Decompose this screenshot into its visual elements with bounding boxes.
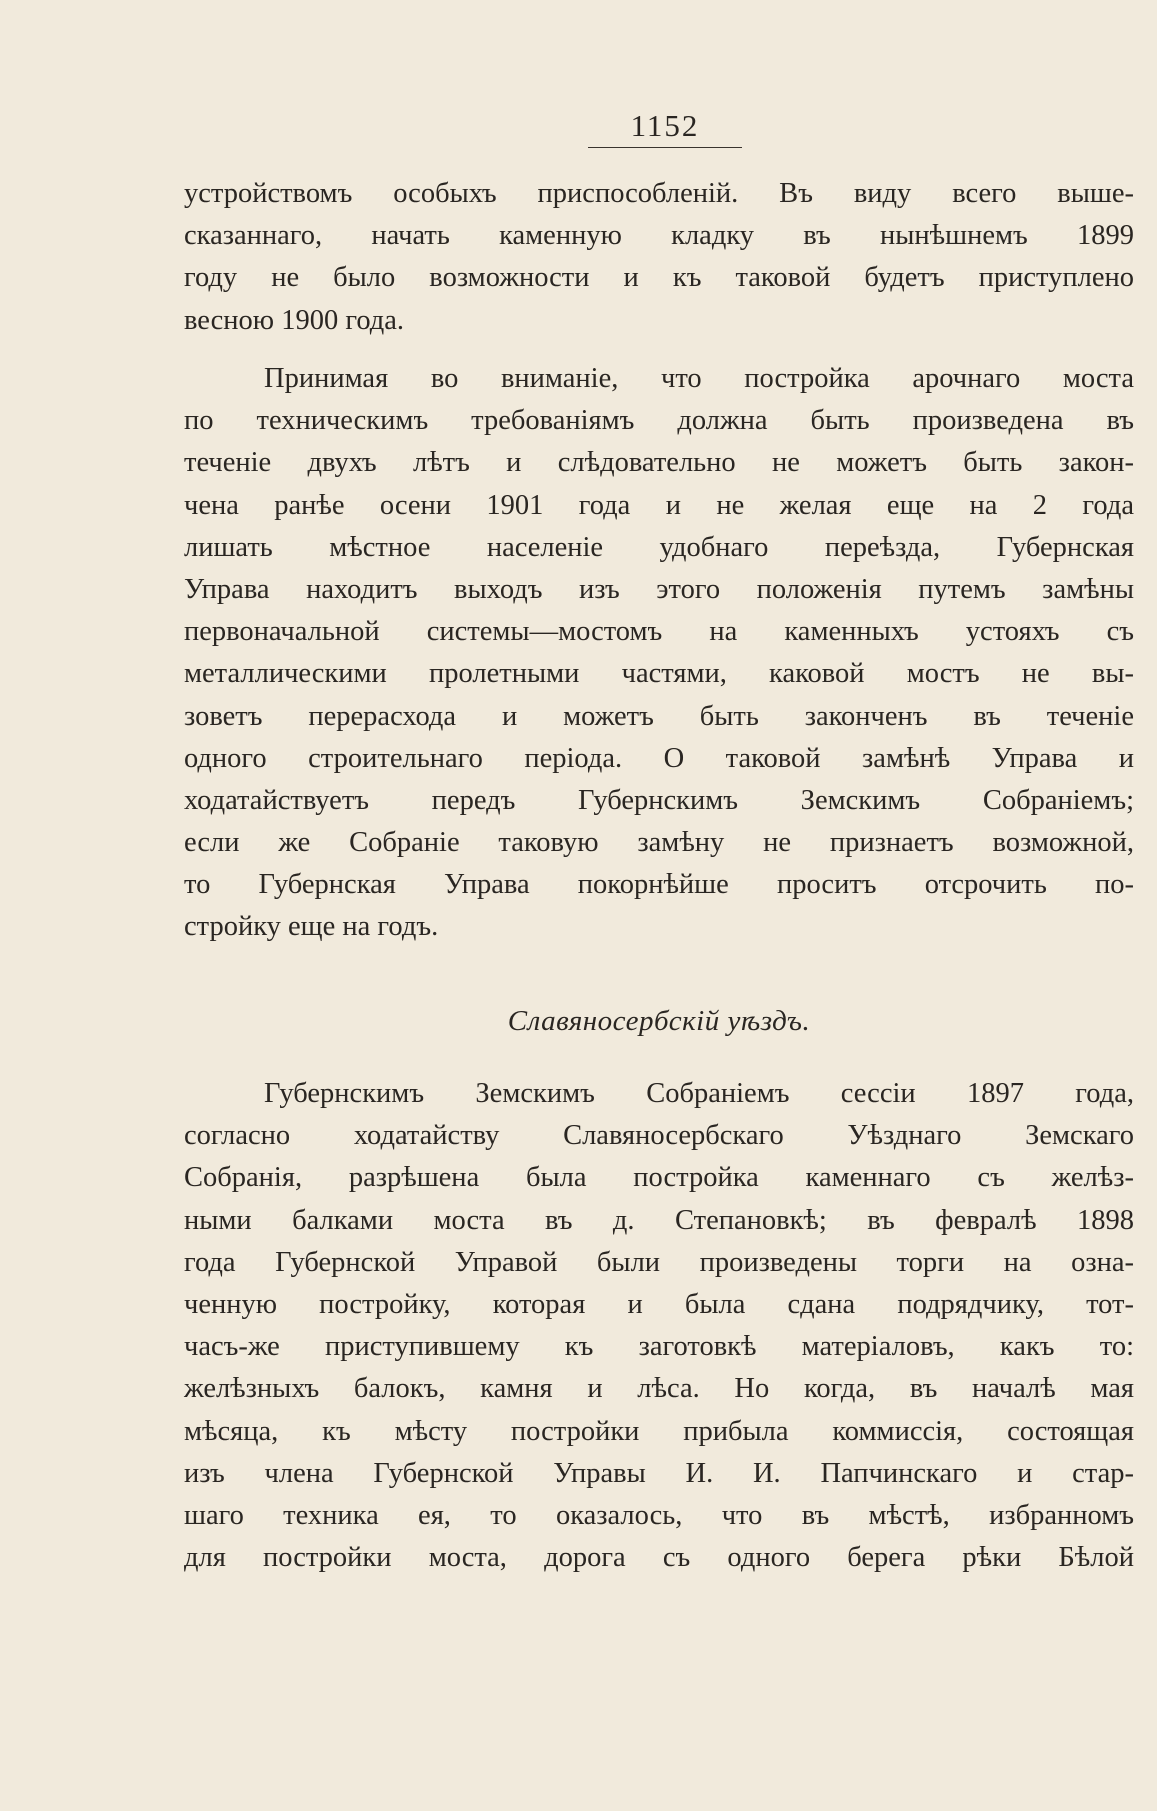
text-line: изъ члена Губернской Управы И. И. Папчинскаго и стар- [184,1457,1134,1489]
text-line: Собранія, разрѣшена была постройка каменнаго съ желѣз- [184,1162,1134,1194]
page-number: 1152 [630,108,700,143]
text-line: Управа находитъ выходъ изъ этого положенія путемъ замѣны [184,573,1134,605]
text-line: года Губернской Управой были произведены торги на озна- [184,1246,1134,1278]
text-line: стройку еще на годъ. [184,911,439,943]
text-line: весною 1900 года. [184,304,405,336]
text-line: то Губернская Управа покорнѣйше проситъ отсрочить по- [184,869,1134,901]
text-line: ходатайствуетъ передъ Губернскимъ Земскимъ Собраніемъ; [184,784,1134,816]
text-line: металлическими пролетными частями, каковой мостъ не вы- [184,658,1134,690]
text-line: первоначальной системы—мостомъ на каменныхъ устояхъ съ [184,616,1134,648]
text-line: одного строительнаго періода. О таковой замѣнѣ Управа и [184,742,1134,774]
text-line: согласно ходатайству Славяносербскаго Уѣзднаго Земскаго [184,1120,1134,1152]
text-line: Принимая во вниманіе, что постройка арочнаго моста [264,363,1134,394]
text-line: по техническимъ требованіямъ должна быть произведена въ [184,405,1134,437]
text-line: устройствомъ особыхъ приспособленій. Въ виду всего выше- [184,178,1134,209]
text-line: чена ранѣе осени 1901 года и не желая еще на 2 года [184,489,1134,521]
text-line: часъ-же приступившему къ заготовкѣ матеріаловъ, какъ то: [184,1331,1134,1363]
text-line: если же Собраніе таковую замѣну не признаетъ возможной, [184,827,1134,859]
text-line: теченіе двухъ лѣтъ и слѣдовательно не можетъ быть закон- [184,447,1134,479]
section-heading: Славяносербскій уѣздъ. [507,1005,811,1037]
text-line: шаго техника ея, то оказалось, что въ мѣстѣ, избранномъ [184,1499,1134,1531]
text-line: ченную постройку, которая и была сдана подрядчику, тот- [184,1288,1134,1320]
text-line: мѣсяца, къ мѣсту постройки прибыла коммиссія, состоящая [184,1415,1134,1447]
text-line: году не было возможности и къ таковой будетъ приступлено [184,262,1134,294]
page-number-rule [588,147,742,148]
text-line: желѣзныхъ балокъ, камня и лѣса. Но когда, въ началѣ мая [184,1373,1134,1405]
text-line: лишать мѣстное населеніе удобнаго переѣзда, Губернская [184,531,1134,563]
text-line: Губернскимъ Земскимъ Собраніемъ сессіи 1897 года, [264,1078,1134,1109]
paragraph-continuation [184,173,1134,342]
paragraph-slavyanoserbsk [184,1073,1134,1579]
text-line: ными балками моста въ д. Степановкѣ; въ февралѣ 1898 [184,1204,1134,1236]
text-line: для постройки моста, дорога съ одного берега рѣки Бѣлой [184,1542,1134,1574]
paragraph-arch-bridge [184,358,1134,949]
text-line: зоветъ перерасхода и можетъ быть законченъ въ теченіе [184,700,1134,732]
text-line: сказаннаго, начать каменную кладку въ нынѣшнемъ 1899 [184,220,1134,252]
